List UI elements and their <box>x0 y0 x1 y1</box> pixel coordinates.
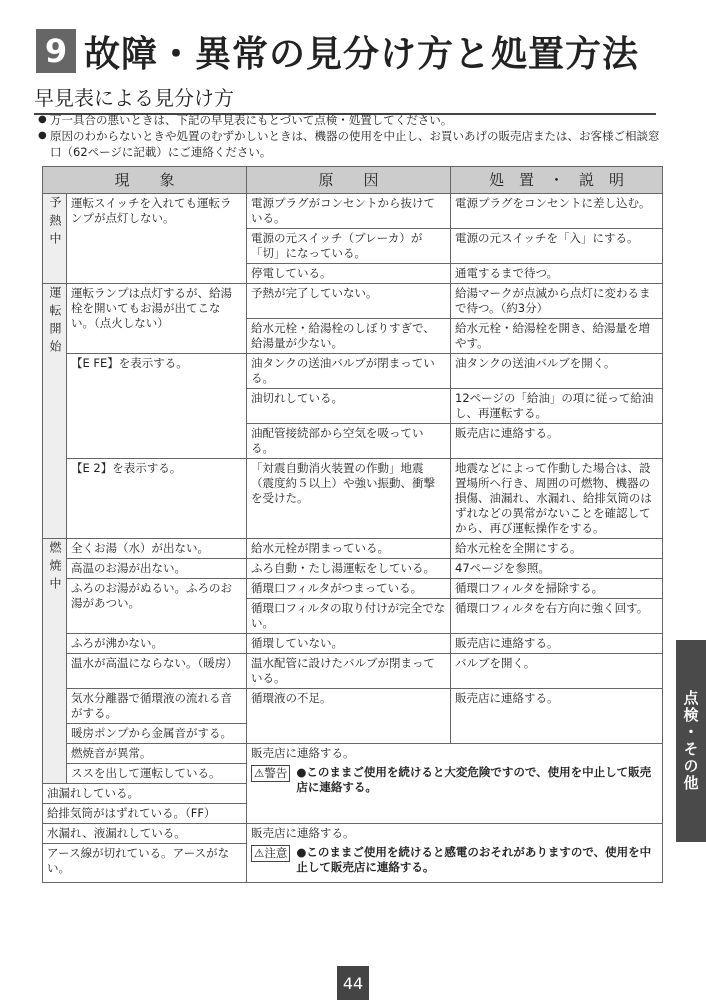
action-cell: 給湯マークが点滅から点灯に変わるまで待つ。（約3分） <box>451 284 663 319</box>
page-title: 故障・異常の見分け方と処置方法 <box>84 33 640 75</box>
warning-text: ●このままご使用を続けると大変危険ですので、使用を中止して販売店に連絡する。 <box>296 765 652 794</box>
header-action: 処 置 ・ 説 明 <box>451 167 663 194</box>
table-row <box>43 824 663 844</box>
cause-cell: 循環していない。 <box>247 634 451 654</box>
action-cell: 電源プラグをコンセントに差し込む。 <box>451 194 663 229</box>
phenomenon-cell: 運転ランプは点灯するが、給湯栓を開いてもお湯が出てこない。（点火しない） <box>67 284 247 354</box>
action-cell: 油タンクの送油バルブを開く。 <box>451 354 663 389</box>
header-cause: 原 因 <box>247 167 451 194</box>
troubleshooting-table <box>42 166 663 883</box>
title-row <box>36 26 639 76</box>
phenomenon-cell: 油漏れしている。 <box>43 784 247 804</box>
caution-cell <box>247 824 663 883</box>
header-phenomenon: 現 象 <box>43 167 247 194</box>
table-row <box>43 654 663 689</box>
cause-cell: 温水配管に設けたバルブが閉まっている。 <box>247 654 451 689</box>
phenomenon-cell: 給排気筒がはずれている。（FF） <box>43 804 247 824</box>
action-cell: 販売店に連絡する。 <box>451 424 663 459</box>
caution-text: ●このままご使用を続けると感電のおそれがありますので、使用を中止して販売店に連絡する。 <box>296 845 652 874</box>
phenomenon-cell: 気水分離器で循環液の流れる音がする。 <box>67 689 247 724</box>
table-row <box>43 579 663 599</box>
action-cell: 給水元栓を全開にする。 <box>451 539 663 559</box>
notes <box>38 112 668 160</box>
table-row <box>43 284 663 319</box>
table-row <box>43 744 663 764</box>
cause-cell: 給水元栓が閉まっている。 <box>247 539 451 559</box>
action-cell: 循環口フィルタを掃除する。 <box>451 579 663 599</box>
action-text: 販売店に連絡する。 <box>251 826 355 840</box>
action-cell: 地震などによって作動した場合は、設置場所へ行き、周囲の可燃物、機器の損傷、油漏れ、水漏れ、給排気筒のはずれなどの異常がないことを確認してから、再び運転操作をする。 <box>451 459 663 539</box>
phenomenon-cell: ふろが沸かない。 <box>67 634 247 654</box>
cause-cell: ふろ自動・たし湯運転をしている。 <box>247 559 451 579</box>
phenomenon-cell: ススを出して運転している。 <box>67 764 247 784</box>
table-row <box>43 459 663 539</box>
cause-cell: 油タンクの送油バルブが閉まっている。 <box>247 354 451 389</box>
cause-cell: 循環口フィルタがつまっている。 <box>247 579 451 599</box>
action-cell: 販売店に連絡する。 <box>451 689 663 744</box>
phenomenon-cell: 運転スイッチを入れても運転ランプが点灯しない。 <box>67 194 247 284</box>
action-cell: 47ページを参照。 <box>451 559 663 579</box>
action-cell: 電源の元スイッチを「入」にする。 <box>451 229 663 264</box>
warning-label: ⚠警告 <box>251 765 290 782</box>
category-burn: 燃焼中 <box>43 539 67 784</box>
category-preheat: 予熱中 <box>43 194 67 284</box>
phenomenon-cell: ふろのお湯がぬるい。ふろのお湯があつい。 <box>67 579 247 634</box>
cause-cell: 油配管接続部から空気を吸っている。 <box>247 424 451 459</box>
page-number: 44 <box>337 966 369 1000</box>
chapter-number: 9 <box>36 29 76 73</box>
caution-label: ⚠注意 <box>251 845 290 862</box>
table-row <box>43 634 663 654</box>
cause-cell: 循環液の不足。 <box>247 689 451 744</box>
section-subtitle: 早見表による見分け方 <box>34 82 656 115</box>
table-row <box>43 539 663 559</box>
action-cell: 販売店に連絡する。 <box>451 634 663 654</box>
phenomenon-cell: 暖房ポンプから金属音がする。 <box>67 724 247 744</box>
phenomenon-cell: アース線が切れている。アースがない。 <box>43 844 247 883</box>
phenomenon-cell: 【E 2】を表示する。 <box>67 459 247 539</box>
action-cell: 給水元栓・給湯栓を開き、給湯量を増やす。 <box>451 319 663 354</box>
note-item: ● 万一具合の悪いときは、下記の早見表にもとづいて点検・処置してください。 <box>38 112 668 128</box>
warning-note <box>251 765 658 795</box>
phenomenon-cell: 高温のお湯が出ない。 <box>67 559 247 579</box>
table-row <box>43 194 663 229</box>
caution-note <box>251 845 658 875</box>
cause-cell: 給水元栓・給湯栓のしぼりすぎで、給湯量が少ない。 <box>247 319 451 354</box>
table-row <box>43 354 663 389</box>
phenomenon-cell: 温水が高温にならない。（暖房） <box>67 654 247 689</box>
action-text: 販売店に連絡する。 <box>251 746 355 760</box>
cause-cell: 循環口フィルタの取り付けが完全でない。 <box>247 599 451 634</box>
phenomenon-cell: 燃焼音が異常。 <box>67 744 247 764</box>
note-item: ● 原因のわからないときや処置のむずかしいときは、機器の使用を中止し、お買いあげの販売店または、お客様ご相談窓口（62ページに記載）にご連絡ください。 <box>38 128 668 160</box>
table-row <box>43 689 663 724</box>
action-cell: バルブを開く。 <box>451 654 663 689</box>
phenomenon-cell: 【E FE】を表示する。 <box>67 354 247 459</box>
cause-cell: 停電している。 <box>247 264 451 284</box>
cause-cell: 予熱が完了していない。 <box>247 284 451 319</box>
phenomenon-cell: 水漏れ、液漏れしている。 <box>43 824 247 844</box>
table-header-row <box>43 167 663 194</box>
category-start: 運転開始 <box>43 284 67 539</box>
cause-cell: 電源の元スイッチ（ブレーカ）が「切」になっている。 <box>247 229 451 264</box>
table-row <box>43 559 663 579</box>
phenomenon-cell: 全くお湯（水）が出ない。 <box>67 539 247 559</box>
side-tab: 点検・その他 <box>676 640 706 842</box>
cause-cell: 「対震自動消火装置の作動」地震（震度約５以上）や強い振動、衝撃を受けた。 <box>247 459 451 539</box>
cause-cell: 電源プラグがコンセントから抜けている。 <box>247 194 451 229</box>
cause-cell: 油切れしている。 <box>247 389 451 424</box>
action-cell: 12ページの「給油」の項に従って給油し、再運転する。 <box>451 389 663 424</box>
action-cell: 通電するまで待つ。 <box>451 264 663 284</box>
warning-cell <box>247 744 663 824</box>
action-cell: 循環口フィルタを右方向に強く回す。 <box>451 599 663 634</box>
